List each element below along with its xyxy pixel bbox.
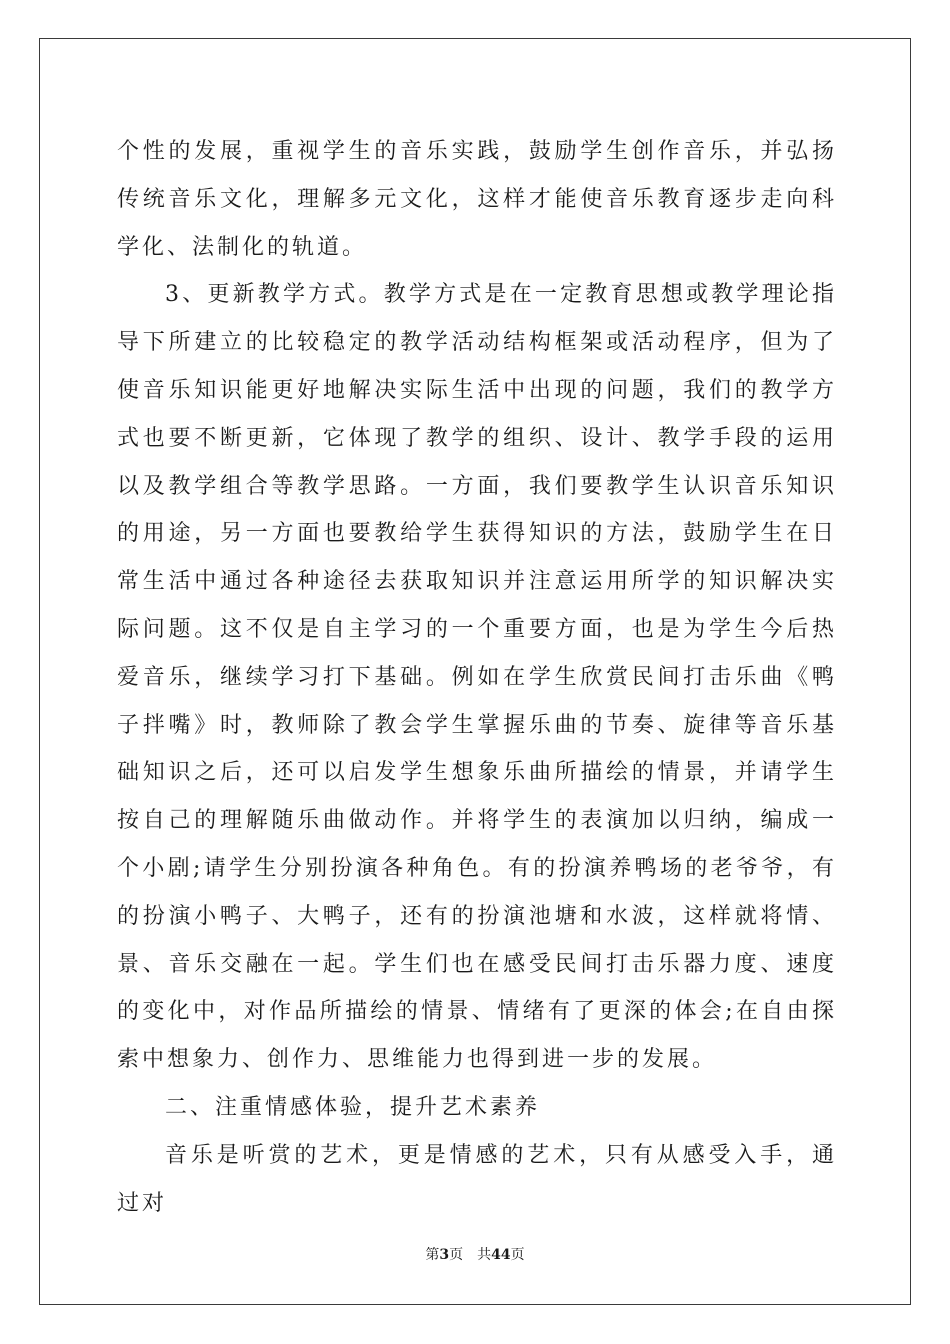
- total-label-prefix: 共: [477, 1247, 492, 1263]
- paragraph-music-emotion: 音乐是听赏的艺术，更是情感的艺术，只有从感受入手，通过对: [117, 1142, 837, 1216]
- page-number: 3: [439, 1247, 450, 1263]
- total-pages: 44: [491, 1247, 511, 1263]
- page-footer: [0, 1244, 950, 1264]
- page-label-suffix: 页: [449, 1247, 464, 1263]
- page-label-prefix: 第: [425, 1247, 440, 1263]
- paragraph-continuation: 个性的发展，重视学生的音乐实践，鼓励学生创作音乐，并弘扬传统音乐文化，理解多元文化，这样才能使音乐教育逐步走向科学化、法制化的轨道。: [117, 139, 837, 260]
- paragraph-teaching-methods: 3、更新教学方式。教学方式是在一定教育思想或教学理论指导下所建立的比较稳定的教学活动结构框架或活动程序，但为了使音乐知识能更好地解决实际生活中出现的问题，我们的教学方式也要不断更新，它体现了教学的组织、设计、教学手段的运用以及教学组合等教学思路。一方面，我们要教学生认识音乐知识的用途，另一方面也要教给学生获得知识的方法，鼓励学生在日常生活中通过各种途径去获取知识并注意运用所学的知识解决实际问题。这不仅是自主学习的一个重要方面，也是为学生今后热爱音乐，继续学习打下基础。例如在学生欣赏民间打击乐曲《鸭子拌嘴》时，教师除了教会学生掌握乐曲的节奏、旋律等音乐基础知识之后，还可以启发学生想象乐曲所描绘的情景，并请学生按自己的理解随乐曲做动作。并将学生的表演加以归纳，编成一个小剧;请学生分别扮演各种角色。有的扮演养鸭场的老爷爷，有的扮演小鸭子、大鸭子，还有的扮演池塘和水波，这样就将情、景、音乐交融在一起。学生们也在感受民间打击乐器力度、速度的变化中，对作品所描绘的情景、情绪有了更深的体会;在自由探索中想象力、创作力、思维能力也得到进一步的发展。: [117, 282, 837, 1073]
- document-body: [117, 128, 837, 1227]
- section-heading: 二、注重情感体验，提升艺术素养: [165, 1094, 541, 1120]
- total-label-suffix: 页: [510, 1247, 525, 1263]
